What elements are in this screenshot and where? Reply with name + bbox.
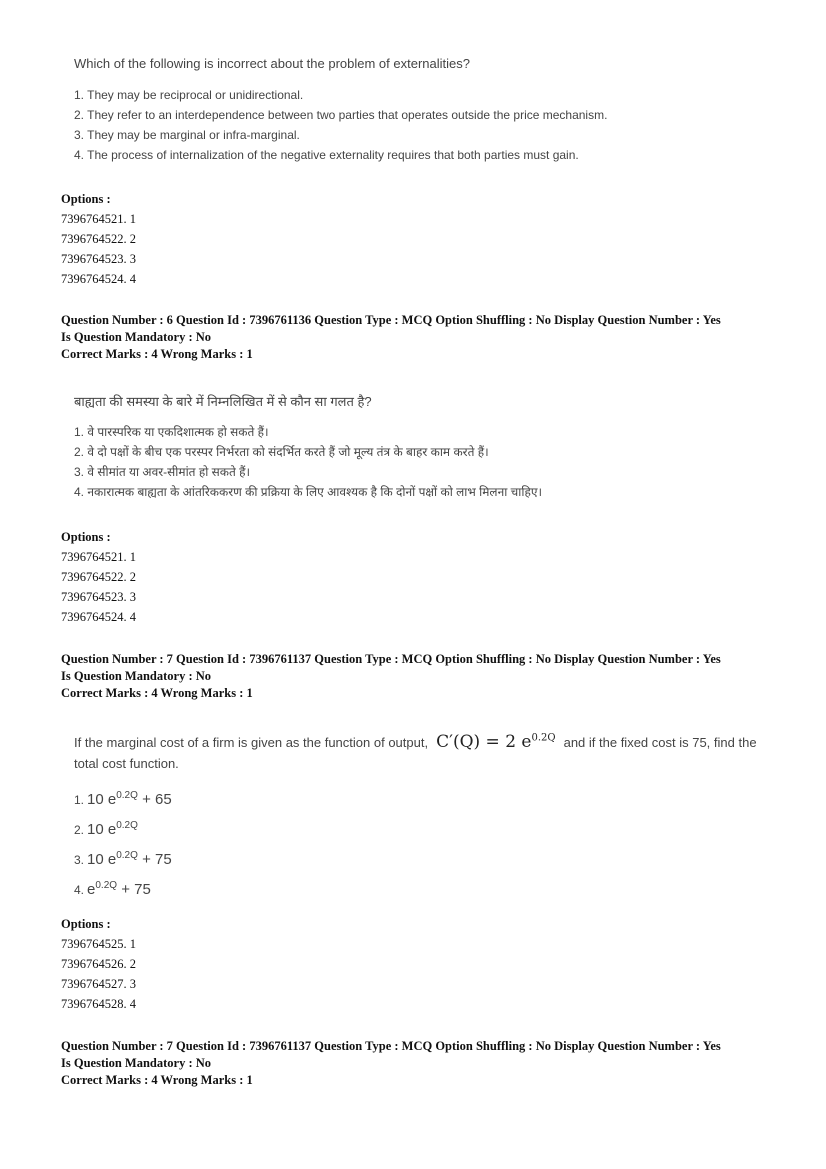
question7b-meta bbox=[61, 1038, 781, 1089]
choice-item: 4. $e^{0.2Q} + 75$ bbox=[74, 880, 151, 898]
choice-item: 3. 10 $e^{0.2Q} + 75$ bbox=[74, 850, 172, 868]
question7-prompt-line bbox=[74, 732, 774, 752]
question-header-line: Question Number : 7 Question Id : 7396761137 Question Type : MCQ Option Shuffling : No Display Question Number : Yes bbox=[61, 1039, 721, 1053]
statement-item: 2. They refer to an interdependence between two parties that operates outside the price mechanism. bbox=[74, 108, 608, 122]
question6-prompt: बाह्यता की समस्या के बारे में निम्नलिखित में से कौन सा गलत है? bbox=[74, 394, 372, 409]
choice-item: 1. 10 $e^{0.2Q} + 65$ bbox=[74, 790, 172, 808]
statement-item: 3. वे सीमांत या अवर-सीमांत हो सकते हैं। bbox=[74, 465, 251, 479]
options-label: Options : bbox=[61, 530, 111, 544]
option-item: 7396764525. 1 bbox=[61, 937, 136, 951]
question5-prompt: Which of the following is incorrect about the problem of externalities? bbox=[74, 56, 470, 71]
statement-item: 1. वे पारस्परिक या एकदिशात्मक हो सकते हैं। bbox=[74, 425, 269, 439]
question7-meta bbox=[61, 651, 781, 702]
statement-item: 3. They may be marginal or infra-marginal. bbox=[74, 128, 300, 142]
question6-meta bbox=[61, 312, 781, 363]
statement-item: 2. वे दो पक्षों के बीच एक परस्पर निर्भरता को संदर्भित करते हैं जो मूल्य तंत्र के बाहर काम करते हैं। bbox=[74, 445, 489, 459]
options-block-1 bbox=[61, 189, 761, 289]
question7-prompt-after: and if the fixed cost is 75, find the bbox=[563, 735, 757, 750]
question-marks-line: Correct Marks : 4 Wrong Marks : 1 bbox=[61, 1073, 253, 1087]
formula-exponent: 0.2Q bbox=[531, 732, 556, 744]
options-label: Options : bbox=[61, 192, 111, 206]
option-item: 7396764524. 4 bbox=[61, 272, 136, 286]
question6-image bbox=[74, 392, 774, 502]
option-item: 7396764521. 1 bbox=[61, 212, 136, 226]
formula-base: C′(Q) = 2 e bbox=[436, 732, 532, 752]
option-item: 7396764526. 2 bbox=[61, 957, 136, 971]
statement-item: 4. नकारात्मक बाह्यता के आंतरिककरण की प्रक्रिया के लिए आवश्यक है कि दोनों पक्षों को लाभ मिलना चाहिए। bbox=[74, 485, 543, 499]
option-item: 7396764528. 4 bbox=[61, 997, 136, 1011]
marginal-cost-formula bbox=[436, 732, 556, 752]
question7-prompt-line2: total cost function. bbox=[74, 756, 179, 771]
choice-item: 2. 10 $e^{0.2Q}$ bbox=[74, 820, 138, 838]
option-item: 7396764527. 3 bbox=[61, 977, 136, 991]
question-mandatory-line: Is Question Mandatory : No bbox=[61, 669, 212, 683]
option-item: 7396764524. 4 bbox=[61, 610, 136, 624]
option-item: 7396764521. 1 bbox=[61, 550, 136, 564]
question-marks-line: Correct Marks : 4 Wrong Marks : 1 bbox=[61, 686, 253, 700]
question-mandatory-line: Is Question Mandatory : No bbox=[61, 330, 212, 344]
option-item: 7396764523. 3 bbox=[61, 590, 136, 604]
question7-prompt-before: If the marginal cost of a firm is given as the function of output, bbox=[74, 735, 429, 750]
question6-statements bbox=[74, 422, 774, 502]
option-item: 7396764522. 2 bbox=[61, 570, 136, 584]
question-header-line: Question Number : 6 Question Id : 7396761136 Question Type : MCQ Option Shuffling : No Display Question Number : Yes bbox=[61, 313, 721, 327]
options-block-2 bbox=[61, 527, 761, 627]
question-header-line: Question Number : 7 Question Id : 7396761137 Question Type : MCQ Option Shuffling : No Display Question Number : Yes bbox=[61, 652, 721, 666]
options-label: Options : bbox=[61, 917, 111, 931]
question-marks-line: Correct Marks : 4 Wrong Marks : 1 bbox=[61, 347, 253, 361]
question7-image bbox=[74, 732, 774, 903]
question5-statements bbox=[74, 85, 774, 165]
question7-choices bbox=[74, 783, 774, 903]
statement-item: 1. They may be reciprocal or unidirectional. bbox=[74, 88, 304, 102]
statement-item: 4. The process of internalization of the negative externality requires that both parties must gain. bbox=[74, 148, 579, 162]
options-block-3 bbox=[61, 914, 761, 1014]
question-mandatory-line: Is Question Mandatory : No bbox=[61, 1056, 212, 1070]
question5-image bbox=[74, 56, 774, 165]
option-item: 7396764522. 2 bbox=[61, 232, 136, 246]
option-item: 7396764523. 3 bbox=[61, 252, 136, 266]
